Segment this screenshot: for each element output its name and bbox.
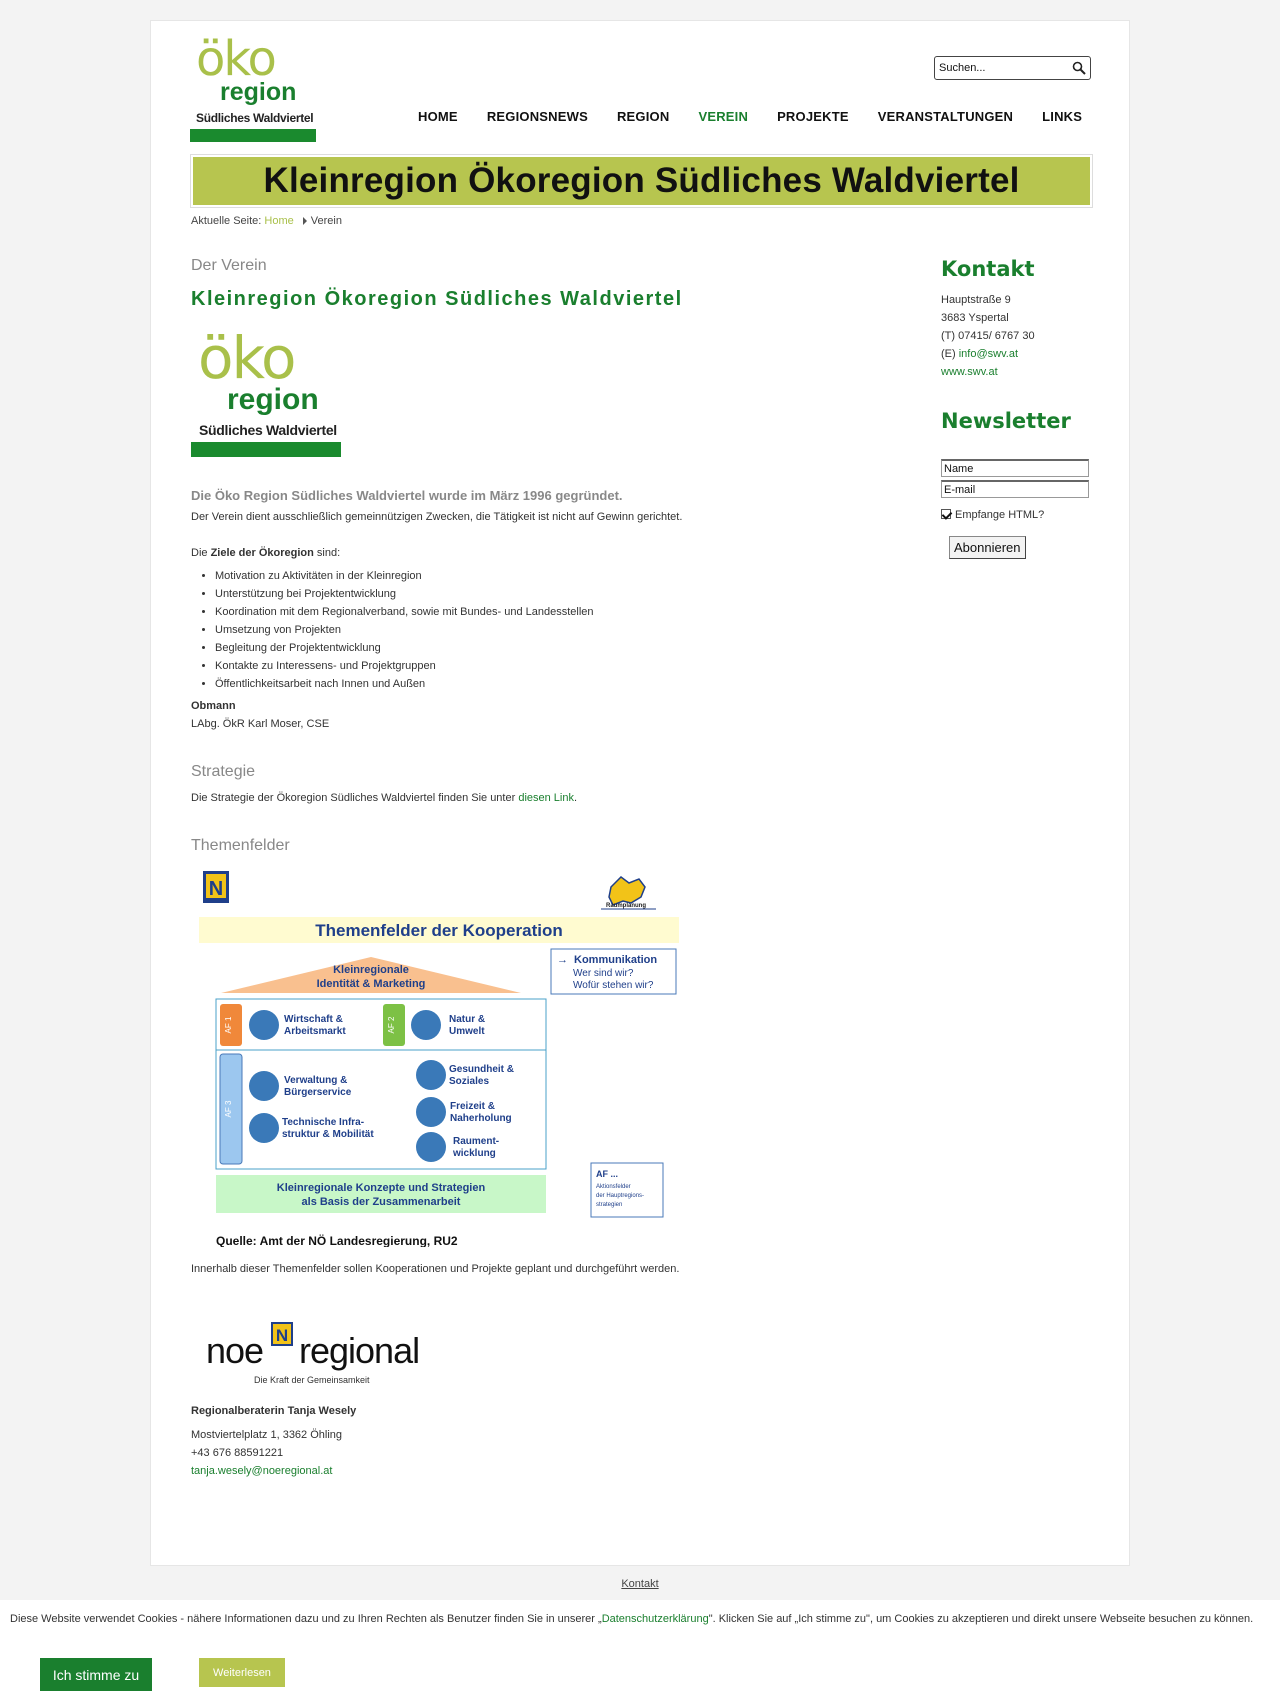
af3-label: AF 3 [224,1100,233,1118]
breadcrumb-current: Verein [310,215,342,227]
subscribe-button[interactable]: Abonnieren [949,536,1026,559]
af1-label: AF 1 [224,1016,233,1034]
contact-web-row [941,363,1101,381]
cookie-agree-button[interactable]: Ich stimme zu [40,1658,152,1691]
contact-street: Hauptstraße 9 [941,294,1011,306]
cookie-read-more-button[interactable]: Weiterlesen [199,1658,285,1687]
verwaltung-line-1: Verwaltung & [284,1075,348,1086]
logo-region: region [227,383,319,416]
nav-projekte[interactable]: PROJEKTE [777,109,849,124]
diagram-title: Themenfelder der Kooperation [315,921,563,940]
logo-region: region [220,78,297,106]
lower-austria-map-icon [609,877,645,905]
advisor-email-row [191,1462,891,1480]
base-line-2: als Basis der Zusammenarbeit [301,1196,461,1208]
natur-line-2: Umwelt [449,1026,485,1037]
list-item: • Motivation zu Aktivitäten in der Kleinregion [215,567,891,585]
cookie-text-1: Diese Website verwendet Cookies - nähere Informationen dazu und zu Ihren Rechten als Benutzer finden Sie in unserer „ [10,1613,602,1625]
founded-text: Die Öko Region Südliches Waldviertel wurde im März 1996 gegründet. [191,488,623,503]
af2-label: AF 2 [387,1016,396,1034]
raument-line-1: Raument- [453,1136,500,1147]
logo-bar [191,442,341,457]
advisor-address: Mostviertelplatz 1, 3362 Öhling [191,1429,343,1441]
logo-subtitle: Südliches Waldviertel [196,111,314,125]
af-legend-line-1: Aktionsfelder [596,1184,631,1190]
freizeit-icon [416,1097,446,1127]
nav-regionsnews[interactable]: REGIONSNEWS [486,109,588,124]
obmann-name: LAbg. ÖkR Karl Moser, CSE [191,718,330,730]
strategy-link[interactable]: diesen Link [518,792,574,804]
freizeit-line-2: Naherholung [450,1113,512,1124]
gesundheit-line-2: Soziales [449,1076,490,1087]
gesundheit-line-1: Gesundheit & [449,1064,515,1075]
breadcrumb-arrow-icon [303,217,307,225]
contact-title: Kontakt [941,257,1035,281]
list-item: • Kontakte zu Interessens- und Projektgruppen [215,657,891,675]
advisor-title: Regionalberaterin Tanja Wesely [191,1405,357,1417]
breadcrumb [191,215,342,227]
contact-city: 3683 Yspertal [941,312,1009,324]
strategy-text-end: . [573,792,578,804]
goals-prefix: Die [191,547,211,559]
logo-oko: öko [198,324,295,392]
cookie-text-2: ". Klicken Sie auf „Ich stimme zu", um Cookies zu akzeptieren und direkt unsere Webseite besuchen zu können. [708,1613,1254,1625]
purpose-text: Der Verein dient ausschließlich gemeinnützigen Zwecken, die Tätigkeit ist nicht auf Gewinn gerichtet. [191,511,683,523]
nav-links[interactable]: LINKS [1042,109,1083,124]
goals-bold: Ziele der Ökoregion [210,547,314,559]
section-title-strategie: Strategie [191,763,256,780]
contact-phone: (T) 07415/ 6767 30 [941,330,1035,342]
strategy-text-main: Die Strategie der Ökoregion Südliches Waldviertel finden Sie unter [191,792,519,804]
goals-intro [191,544,891,562]
wirtschaft-icon [249,1010,279,1040]
newsletter-name-input[interactable] [941,459,1089,477]
privacy-policy-link[interactable]: Datenschutzerklärung [601,1613,709,1625]
komm-line-2: Wofür stehen wir? [573,980,654,991]
nav-region[interactable]: REGION [616,109,670,124]
site-logo[interactable] [190,31,316,143]
themen-text: Innerhalb dieser Themenfelder sollen Kooperationen und Projekte geplant und durchgeführt werden. [191,1263,680,1275]
nav-veranstaltungen[interactable]: VERANSTALTUNGEN [877,109,1014,124]
natur-line-1: Natur & [449,1014,486,1025]
newsletter-title: Newsletter [941,409,1071,433]
obmann-label: Obmann [191,700,236,712]
noe-logo-left: noe [206,1330,264,1371]
komm-line-1: Wer sind wir? [573,968,634,979]
af-legend-line-2: der Hauptregions- [596,1193,645,1199]
roof-line-2: Identität & Marketing [316,978,426,990]
section-title-themenfelder: Themenfelder [191,837,290,854]
diagram-source: Quelle: Amt der NÖ Landesregierung, RU2 [216,1234,458,1247]
logo-subtitle: Südliches Waldviertel [199,422,337,438]
af-legend-line-3: strategien [596,1202,623,1208]
list-item: • Unterstützung bei Projektentwicklung [215,585,891,603]
search-icon[interactable] [1072,61,1086,75]
verwaltung-icon [249,1071,279,1101]
breadcrumb-prefix: Aktuelle Seite: [191,215,262,227]
contact-web-link[interactable]: www.swv.at [941,366,998,378]
goals-list [215,567,891,693]
cookie-banner [0,1600,1280,1702]
logo-oko: öko [196,31,275,87]
freizeit-line-1: Freizeit & [450,1101,496,1112]
advisor-email-link[interactable]: tanja.wesely@noeregional.at [191,1465,333,1477]
cookie-text [10,1610,1270,1628]
html-option-label: Empfange HTML? [955,509,1045,521]
technik-line-2: struktur & Mobilität [282,1129,374,1140]
oko-region-logo-image [191,324,341,458]
goals-suffix: sind: [313,547,341,559]
nav-verein[interactable]: VEREIN [698,109,749,124]
noe-regional-logo [191,1318,431,1388]
search-input[interactable] [939,60,1065,76]
af-legend-title: AF ... [596,1169,618,1179]
logo-bar [190,129,316,142]
page-container [150,20,1130,1566]
breadcrumb-home-link[interactable]: Home [264,215,294,227]
banner-title: Kleinregion Ökoregion Südliches Waldviertel [193,157,1090,205]
footer-contact-link[interactable]: Kontakt [621,1578,659,1590]
nav-home[interactable]: HOME [418,109,458,124]
noe-tagline: Die Kraft der Gemeinsamkeit [254,1375,370,1385]
html-checkbox[interactable] [941,509,951,519]
strategy-text [191,789,891,807]
contact-email-link[interactable]: info@swv.at [958,348,1018,360]
themenfelder-diagram [191,867,686,1247]
newsletter-email-input[interactable] [941,480,1089,498]
list-item: • Umsetzung von Projekten [215,621,891,639]
main-nav [418,109,1082,124]
html-option-row [941,506,1101,524]
wirtschaft-line-1: Wirtschaft & [284,1014,343,1025]
n-logo-letter: N [208,878,224,900]
advisor-phone: +43 676 88591221 [191,1447,284,1459]
komm-title: Kommunikation [574,954,658,966]
main-content [191,257,891,1480]
technik-line-1: Technische Infra- [282,1117,365,1128]
noe-n-icon: N [271,1322,293,1346]
noe-logo-right: regional [299,1330,420,1371]
raumplanung-label: Raumplanung [606,903,646,909]
verwaltung-line-2: Bürgerservice [284,1087,352,1098]
base-line-1: Kleinregionale Konzepte und Strategien [276,1182,486,1194]
contact-email-row [941,345,1101,363]
gesundheit-icon [416,1060,446,1090]
sidebar [941,257,1101,559]
list-item: • Begleitung der Projektentwicklung [215,639,891,657]
technik-icon [249,1113,279,1143]
page-title: Kleinregion Ökoregion Südliches Waldviertel [191,288,683,310]
komm-arrow-icon: → [557,954,568,966]
raument-line-2: wicklung [453,1148,496,1159]
list-item: • Koordination mit dem Regionalverband, sowie mit Bundes- und Landesstellen [215,603,891,621]
page-banner [190,154,1093,208]
list-item: • Öffentlichkeitsarbeit nach Innen und Außen [215,675,891,693]
search-box [934,56,1091,80]
contact-email-prefix: (E) [941,348,959,360]
section-title-verein: Der Verein [191,257,267,274]
natur-icon [411,1010,441,1040]
wirtschaft-line-2: Arbeitsmarkt [284,1026,346,1037]
raument-icon [416,1132,446,1162]
roof-line-1: Kleinregionale [333,964,409,976]
